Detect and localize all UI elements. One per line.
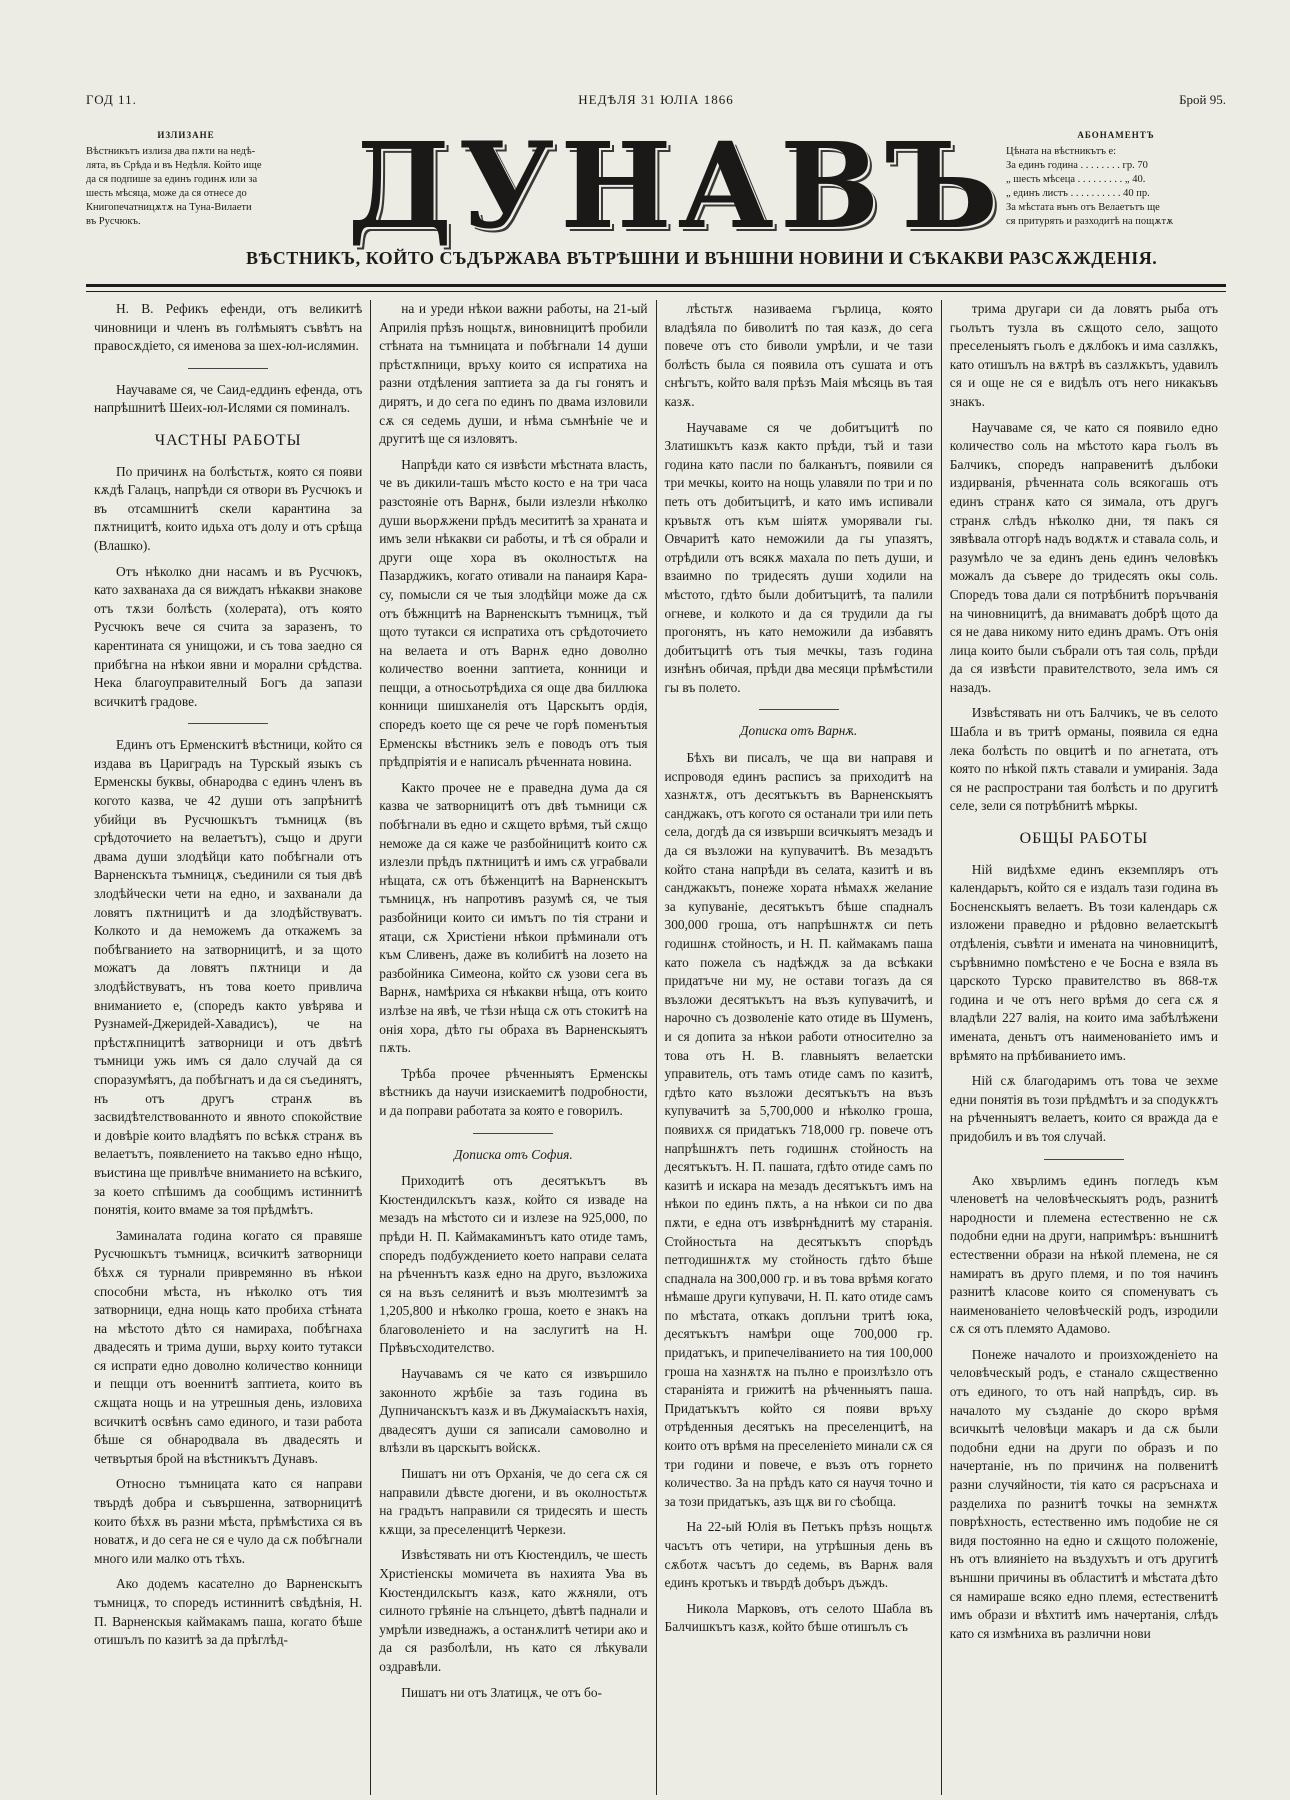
publication-info-line: да ся подпише за единъ годинѫ или за	[86, 174, 258, 185]
subscription-heading: АБОНАМЕНТЪ	[1077, 130, 1155, 140]
publication-info-box	[86, 128, 286, 229]
article-paragraph: Извѣстявать ни отъ Кюстендилъ, че шесть Христіенскы момичета въ нахията Ува въ Кюстендилскытъ казѫ, като жѫняли, отъ силното грѣяніе на слънцето, дѣвтѣ паднали и умрѣли изведнажъ, а останѫлитѣ четири ако и да ся разболѣли, нъ като ся лѣкували оздравѣли.	[379, 1547, 648, 1674]
article-paragraph: Научаваме ся че добитъцитѣ по Златишкътъ казѫ както прѣди, тъй и тази година като пасли по балканътъ, появили ся три мечкы, които на нощь улавяли по три и по петь отъ добитъцитѣ, и като имъ испивали кръвьтѫ отъ към шіятѫ уморявали гы. Овчаритѣ като неможили да гы упазятъ, отрѣдили отъ всякѫ махала по петь души, и взаимно по тридесять души ходили на мѣстото, гдѣто были добитъцитѣ, та палили огневе, и колкото и да ся трудили да гы прогонятъ, нъ като неможили да избавятъ добитъцитѣ отъ тыя мечкы, тазъ година изнѣнъ обичая, прѣди два месяци прѣмѣстили гы въ полето.	[664, 419, 933, 695]
article-paragraph: Трѣба прочее рѣченныятъ Ерменскы вѣстникъ да научи изискаемитѣ подробности, и да поправи работата за която е говорилъ.	[379, 1065, 648, 1118]
article-paragraph: Научаваме ся, че Саид-еддинъ ефенда, отъ напрѣшнитѣ Шеих-юл-Ислями ся поминалъ.	[94, 381, 363, 416]
text-column-2	[370, 300, 655, 1795]
publication-info-line: Книгопечатницѫтѫ на Туна-Вилаети	[86, 202, 252, 213]
publication-info-heading: ИЗЛИЗАНЕ	[157, 130, 215, 140]
article-paragraph: На 22-ый Юлія въ Петъкъ прѣзъ нощьтѫ часътъ отъ четири, на утрѣшныя день въ сѫботѫ часътъ до седемь, въ Варнѫ валя единъ кротъкъ и твърдѣ добъръ дъждъ.	[664, 1519, 933, 1591]
header-line	[86, 92, 1226, 114]
article-divider	[188, 368, 268, 369]
article-paragraph: Научаваме ся, че като ся появило едно количество соль на мѣстото кара гьолъ въ Балчикъ, споредъ направенитѣ дълбоки издирванія, рѣченната соль всякогашь отъ единъ странѫ като ся зимала, отъ другъ странѫ слѣдъ нѣколко дни, тя пакъ ся зявѣвала отгорѣ надъ водѫтѫ и ставала соль, и разумѣло че за единъ день единъ человѣкъ можалъ да съвере до тридесять окы соль. Споредъ това дали ся потрѣбнитѣ поръчванія на чиновницитѣ, да внимаватъ добрѣ щото да ся не дава никому нито единъ драмъ. Отъ онія лица които были събрали отъ тая соль, прѣди да ся извѣсти правителството, зела имъ ся назадъ.	[949, 419, 1218, 695]
article-paragraph: Бѣхъ ви писалъ, че ща ви направя и испроводя единъ расписъ за приходитѣ на хазнѫтѫ, отъ десятъкътъ въ Варненскыятъ санджакъ, отъ когото ся останали три или петь села, догдѣ да ся извърши всичкыятъ мезадъ и да ся възложи на купувачитѣ. Въ мезадътъ който стана напрѣди въ селата, казитѣ и въ санджакътъ, понеже хората нѣмахѫ желание за купуваніе, десятъкътъ бѣше спадналъ 300,000 гроша, отъ напрѣшнѫтѫ си петь годишнѫ стойность, и Н. П. каймакамъ паша като пожела съ надѣждѫ за да всѣкаки придатъче ни му, не остави тогазъ да ся възложи десятъкътъ на възъ купувачитѣ, и нарочно съ дозволеніе като отиде въ Шуменъ, и ся допита за нѣкои работи относително за това отъ Н. В. главныятъ велаетски управитель, отъ тамъ отиде самъ по казитѣ, гдѣто като възложи десятъкътъ на възъ купувачитѣ за 5,700,000 и нѣколко гроша, появихѫ ся придатъкъ 718,000 гр. повече отъ напрѣшнѫтъ петь годишнѫ стойность на десятъкътъ. Н. П. пашата, гдѣто отиде самъ по казитѣ и искара на мезадъ десятъкътъ имъ на нѣкои по единъ пѫть, а на нѣкои си по два пѫти, е една отъ извѣрнѣднитѣ му старанія. Стойностьта на десятъкътъ спорѣдъ петгодишнѫтѫ му стойность гдѣто бѣше спаднала на 300,000 гр. и въ това врѣмя когато нѣмаше други купувачи, Н. П. като отиде самъ по мѣстата, откакъ доплъни тритѣ юка, десятъкътъ намѣри още 700,000 гр. придатъкъ, и припечеліванието на тия 100,000 гроша на хазнѫтѫ на пълно е произлѣзло отъ стараніята и грижитѣ на рѣченныятъ паша. Придатъкътъ който ся появи връху отрѣденныя десятъкъ на преселенцитѣ, на които отъ врѣмя на преселеніето минали сѫ ся три години и повече, е възъ отъ горнето количество. За на прѣдъ като ся научя точно и за този придатъкъ, азъ щѫ ви го сѣобща.	[664, 750, 933, 1509]
subscription-line: Цѣната на вѣстникътъ е:	[1006, 146, 1117, 157]
publication-info-line: шесть мѣсяца, може да ся отнесе до	[86, 188, 247, 199]
article-paragraph: Ако додемъ касателно до Варненскытъ тъмницѫ, то споредъ истиннитѣ свѣдѣнія, Н. П. Варненскыя каймакамъ паша, когато бѣше отишълъ по казитѣ за да прѣглѣд-	[94, 1576, 363, 1648]
newspaper-subtitle: ВѢСТНИКЪ, КОЙТО СЪДЪРЖАВА ВЪТРѢШНИ И ВЪНШНИ НОВИНИ И СѢКАКВИ РАЗСѪЖДЕНІЯ.	[246, 248, 1158, 268]
article-paragraph: Отъ нѣколко дни насамъ и въ Русчюкъ, като захванаха да ся виждатъ нѣкакви знакове отъ тѫзи болѣсть (холерата), отъ която Русчюкъ вече ся счита за заразенъ, то карентината ся унищожи, и съ това заедно ся прибѣгна на нѣкои явни и морални срѣдства. Нека благоуправителный Богъ да запази всичкитѣ градове.	[94, 563, 363, 709]
section-heading: ЧАСТНЫ РАБОТЫ	[154, 431, 302, 449]
article-paragraph: Понеже началото и произхожденіето на человѣческый родъ, е станало сѫщественно отъ единого, то отъ най напрѣдъ, сир. въ началото му създаніе до скоро врѣмя всичкытѣ человѣци макаръ и да сѫ были подобни едни на други по образъ и по начертаніе, нъ по причинѫ на полвенитѣ разни случяйности, тія като ся расръснаха и разделиха по разнитѣ точкы на земнѫтѫ поврѣхность, естественно имъ подобие не ся видя постоянно на едно и сѫщото положеніе, нъ отъ влияніето на въздухътъ и отъ другитѣ външни причины въ областитѣ и мѣстата дѣто ся намираше всяко едно племя, естественитѣ имъ образи и вѣхтитѣ имъ начертанія, слѣдъ като ся измѣниха въ различни нови	[949, 1346, 1218, 1641]
article-paragraph: на и уреди нѣкои важни работы, на 21-ый Априлія прѣзъ нощьтѫ, виновницитѣ пробили стѣната на тъмницата и побѣгнали 14 души прѣстѫпници, връху които ся испратиха на разни отдѣления заптиета за да гы гонятъ и дирятъ, и до сега по единъ по двама изловили сѫ ся седемь души, и нѣма съмнѣніе че и другитѣ ще ся изловятъ.	[379, 301, 648, 447]
dispatch-heading: Дописка отъ Варнѫ.	[739, 723, 858, 739]
article-divider	[188, 723, 268, 724]
article-paragraph: Пишатъ ни отъ Орханія, че до сега сѫ ся направили дѣвсте дюгени, и въ околностьтѫ на градътъ направили ся тридесять и шесть кѫщи, за преселенцитѣ Черкези.	[379, 1466, 648, 1537]
article-paragraph: Пишатъ ни отъ Златицѫ, че отъ бо-	[401, 1684, 603, 1700]
subscription-box	[1006, 128, 1226, 229]
section-heading: ОБЩЫ РАБОТЫ	[1019, 830, 1149, 848]
text-column-4	[941, 300, 1226, 1795]
masthead	[86, 116, 1226, 290]
article-paragraph: Заминалата година когато ся правяше Русчюшкътъ тъмницѫ, всичкитѣ затворници бѣхѫ ся турнали привремянно въ нѣкои способни мѣста, нъ нѣколко отъ тия затворници, една нощь като пробиха стѣната на мѣстото дѣто ся намираха, побѣгнаха двадесять и трима души, вьрху които тутакси ся испрати едно доволно количество конници и пещци отъ военнитѣ заптиета, които въ сѫщата нощь и на утрешныя день, изловиха всичкитѣ освѣнъ само единого, и тази работа бѣше ся обнародвала въ двадесять и четвъртыя брой на вѣстникътъ Дунавъ.	[94, 1227, 363, 1466]
article-paragraph: Ній сѫ благодаримъ отъ това че зехме едни понятія въ този прѣдмѣтъ и за сподукѫтъ на рѣченныятъ велаетъ, които ся вражда да е придобилъ и въ тоя случай.	[949, 1073, 1218, 1144]
article-paragraph: Ако хвърлимъ единъ погледъ към членоветѣ на человѣческыятъ родъ, разнитѣ народности и племена естественно не сѫ подобни едни на други, напримѣръ: външнитѣ естественни образи на нѣкой племена, не ся намиратъ въ друго племя, и по тоя начинъ разнитѣ класове които ся споменуватъ съ наименованіето человѣческій родъ, изродили сѫ ся отъ племято Адамово.	[949, 1172, 1218, 1337]
article-paragraph: лѣстьтѫ називаема гърлица, която владѣяла по биволитѣ по тая казѫ, до сега повече отъ сто биволи умрѣли, и че тази болѣсть была ся появила отъ сушата и отъ снѣгътъ, който валя прѣзъ Маія мѣсяць въ тая казѫ.	[664, 301, 933, 409]
article-columns	[86, 300, 1226, 1795]
subscription-line: „ единъ листъ . . . . . . . . . . 40 пр.	[1006, 188, 1150, 199]
subscription-line: За единъ година . . . . . . . . гр. 70	[1006, 160, 1148, 171]
article-paragraph: Приходитѣ отъ десятъкътъ въ Кюстендилскътъ казѫ, който ся изваде на мезадъ на мѣстото си и излезе на 925,000, по прѣди Н. П. Каймакаминътъ като отиде тамъ, споредъ подбуждението което направи селата на рѣченнътъ казѫ едно на друго, възложиха ся на възъ селянитѣ и възъ мюлтезимтѣ за 1,205,800 и нѣколко гроша, което е знакъ на благоволеніето и на заслугитѣ на Н. Прѣвъсходителство.	[379, 1173, 648, 1356]
issue-date: НЕДѢЛЯ 31 ЮЛІА 1866	[578, 92, 734, 107]
dispatch-heading: Дописка отъ София.	[454, 1146, 573, 1162]
article-paragraph: Напрѣди като ся извѣсти мѣстната власть, че въ дикили-ташъ мѣсто косто е на три часа разстояніе отъ Варнѫ, были излезли нѣколко души вьорѫжени прѣдъ месититѣ за храната и имъ зели нѣкакви си работы, и тѣ ся обрали и други още хора въ околностьтѫ на Пазарджикъ, когато отивали на панаиря Кара-су, помысли ся че тыя злодѣйци може да сѫ отъ бѣжнцитѣ на Варненскытъ тъмницѫ, тъй щото тутакси ся испратиха отъ срѣдоточието на велаета и отъ Варнѫ едно доволно количество военни заптиета, конници и пещци, а относьотрѣдиха ся още два биллюка конници шишханелія отъ Царскытъ ордія, споредъ което ще ся рече че горѣ поменътыя Ерменскы вѣстникъ зелъ е поводъ отъ тыя прѣдпріятія и е написалъ рѣченната новина.	[379, 456, 648, 770]
article-paragraph: Относно тъмницата като ся направи твърдѣ добра и съвършенна, затворницитѣ които бѣхѫ въ разни мѣста, прѣмѣстиха ся въ новатѫ, и до сега не ся е чуло да сѫ побѣгнали много или малко отъ тѣхъ.	[94, 1476, 363, 1566]
article-divider	[1044, 1159, 1124, 1160]
article-paragraph: Научавамъ ся че като ся извършило законното жрѣбіе за тазъ година въ Дупничанскътъ казѫ и въ Джумаіаскътъ нахія, двадесятъ души ся записали самоволно и влѣзли въ царскытъ войскѫ.	[379, 1366, 648, 1456]
article-paragraph: Н. В. Рефикъ ефенди, отъ великитѣ чиновници и членъ въ голѣмыятъ съвѣтъ на правосѫдіето, ся именова за шех-юл-ислямин.	[94, 301, 363, 354]
subscription-line: ся притурять и разходитѣ на пощѫтѫ	[1006, 216, 1174, 227]
article-divider	[759, 709, 839, 710]
article-paragraph: Извѣстявать ни отъ Балчикъ, че въ селото Шабла и въ тритѣ орманы, появила ся една лека болѣсть по овцитѣ и по агнетата, отъ която по нѣкой пѫть ставали и умиранія. Зада ся не распространи тая болѣсть и по другитѣ селе, зели ся потрѣбнитѣ мѣркы.	[949, 705, 1218, 814]
article-paragraph: По причинѫ на болѣстьтѫ, която ся появи кѫдѣ Галацъ, напрѣди ся отвори въ Русчюкъ и въ отсамшнитѣ скели карантина за пѫтницитѣ, които идьха отъ долу и отъ срѣща (Влашко).	[94, 463, 363, 553]
article-paragraph: трима другари си да ловятъ рыба отъ гьолътъ тузла въ сѫщото село, защото преселеныятъ гьолъ е дѫлбокъ и има сазлѫкъ, като отишълъ на вѫтрѣ въ сазлѫкътъ, удавилъ ся и още не ся е видѣлъ отъ него никакъвъ знакъ.	[949, 301, 1218, 409]
article-divider	[473, 1133, 553, 1134]
subscription-line: „ шесть мѣсеца . . . . . . . . . „ 40.	[1006, 174, 1146, 185]
article-paragraph: Единъ отъ Ерменскитѣ вѣстници, който ся издава въ Цариградъ на Турскый языкъ съ Ерменскы буквы, обнародва с единъ членъ въ когото казва, че 42 души отъ запрѣнитѣ убийци въ Русчюшкътъ тъмницѫ (въ срѣдоточието на велаетътъ), също и други двама души злодѣйци като побѣгнали отъ Варненскъта тъмницѫ, съединили ся тыя двѣ злодѣйчески чети на едно, и захванали да ловятъ пѫтницитѣ и да злодѣйствуватъ. Колкото и да неможемъ да откажемъ за побѣгванието на затворницитѣ, и за щото можатъ да ловятъ пѫтници и да злодѣйствуватъ, нъ това което привлича вниманието е, (споредъ както увѣрява и Рузнамей-Джеридей-Хавадисъ), че на прѣстѫпницитѣ затворници и отъ двѣтѣ тъмници ужь имъ ся дало случай да ся споразумѣятъ, да побѣгнатъ и да ся съединятъ, нъ отъ другъ странѫ въ засвидѣтелствованнoто и явното спокойствие и довѣріе които владѣятъ по всѣкѫ странѫ въ велаетътъ, появлението на такъво едно нѣщо, въистина ще привлѣче вниманието на всѣкиго, за което спѣшимъ да сообщимъ истиннитѣ понятія, които вмаме за тоя прѣдмѣтъ.	[94, 737, 363, 1218]
publication-info-line: лята, въ Срѣда и въ Недѣля. Който ище	[86, 160, 262, 171]
issue-number: Брой 95.	[1179, 92, 1226, 107]
masthead-rule-thin	[86, 291, 1226, 292]
text-column-1	[86, 300, 370, 1795]
masthead-rule-thick	[86, 284, 1226, 287]
publication-info-line: въ Русчюкъ.	[86, 216, 141, 227]
subscription-line: За мѣстата вънъ отъ Велаетътъ ще	[1006, 202, 1160, 213]
article-paragraph: Ній видѣхме единъ екземпляръ отъ календарьтъ, който ся е издалъ тази година въ Босненскыятъ велаетъ. Въ този календарь сѫ изложени праведно и рѣдовно велаетскытѣ отдѣленія, съвѣти и имената на чиновницитѣ, сърѣвнимно помѣстено е че Босна е взяла въ царското Турско правителство въ 868-тѫ година и че отъ него врѣмя до сега сѫ я владѣли 227 валія, на които има забѣлѣжени именaта, деньтъ отъ наименованіето имъ и врѣмято на прѣбиванието имъ.	[949, 861, 1218, 1063]
year-label: ГОД 11.	[86, 92, 137, 107]
article-paragraph: Никола Марковъ, отъ селото Шабла въ Балчишкътъ казѫ, който бѣше отишълъ съ	[664, 1600, 933, 1635]
article-paragraph: Както прочее не е праведна дума да ся казва че затворницитѣ отъ двѣ тъмници сѫ побѣгнали въ едно и сѫщето врѣмя, тъй сѫщо неможе да ся каже че разбойницитѣ които сѫ излезли прѣдъ пѫтницитѣ и имъ сѫ уграбвали нѣщата, сѫ отъ бѣженцитѣ на Варненскытъ тъмницѫ, нъ напротивъ разумѣ ся, че тыя разбойници които си имътъ по тія страни и ятаци, сѫ Христіени нѣкои прѣминали отъ към Сливенъ, даже въ колибитѣ на лозето на разбойника Симеона, който сѫ узови сега въ Варнѫ, намѣриха ся нѣкакви нѣща, отъ които излѣзе на явѣ, че тѣзи нѣща сѫ отъ стокитѣ на онія хора, дѣто гы обраха въ Варненскыятъ пѫть.	[379, 779, 648, 1056]
newspaper-title: ДУНАВЪ	[347, 116, 1005, 255]
publication-info-line: Вѣстникътъ излиза два пѫти на недѣ-	[86, 146, 256, 157]
text-column-3	[656, 300, 941, 1795]
